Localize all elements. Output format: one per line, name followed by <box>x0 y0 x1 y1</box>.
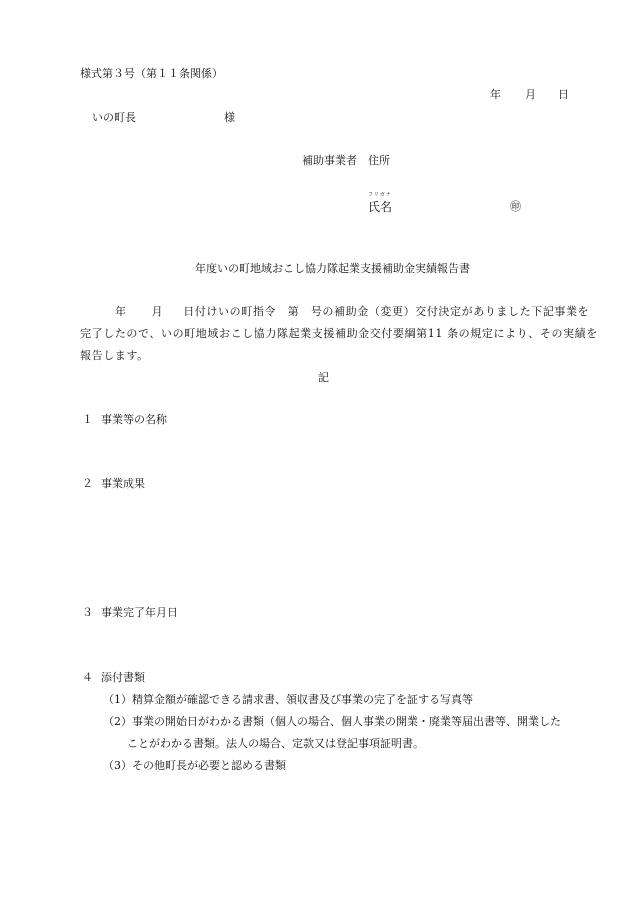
date-month-label: 月 <box>525 88 536 101</box>
applicant-address-label: 住所 <box>368 154 390 167</box>
intro-line-3: 報告します。 <box>80 349 149 362</box>
section-3-label: 事業完了年月日 <box>101 606 178 619</box>
section-4-number: ４ <box>82 671 93 684</box>
name-furigana: フリガナ <box>368 192 392 198</box>
seal-mark: ㊞ <box>510 200 521 213</box>
attachment-3-text: その他町長が必要と認める書類 <box>132 759 286 772</box>
attachment-2-continuation: ことがわかる書類。法人の場合、定款又は登記事項証明書。 <box>127 737 424 750</box>
ki-heading: 記 <box>318 371 329 384</box>
section-1-label: 事業等の名称 <box>101 413 167 426</box>
intro-line1-rest: 日付けいの町指令 第 号の補助金（変更）交付決定がありました下記事業を <box>183 305 590 318</box>
applicant-label: 補助事業者 <box>302 154 357 167</box>
intro-month: 月 <box>151 305 164 318</box>
attachment-2 <box>103 716 561 727</box>
section-2-label: 事業成果 <box>101 477 145 490</box>
form-number: 様式第３号（第１１条関係） <box>80 67 223 80</box>
applicant-name-label: 氏名 <box>368 200 393 214</box>
attachment-2-text: 事業の開始日がわかる書類（個人の場合、個人事業の開業・廃業等届出書等、開業した <box>132 715 561 728</box>
attachment-1 <box>103 694 473 705</box>
section-4-label: 添付書類 <box>101 671 145 684</box>
date-day-label: 日 <box>558 88 569 101</box>
section-2-number: ２ <box>82 477 93 490</box>
addressee-honorific: 様 <box>224 111 235 124</box>
attachment-1-text: 精算金額が確認できる請求書、領収書及び事業の完了を証する写真等 <box>132 693 473 706</box>
intro-line-2: 完了したので、いの町地域おこし協力隊起業支援補助金交付要綱第11 条の規定により、その実績を <box>80 327 598 340</box>
intro-line-1 <box>115 306 589 317</box>
attachment-1-number: （1） <box>103 693 132 706</box>
document-title: 年度いの町地域おこし協力隊起業支援補助金実績報告書 <box>195 262 470 275</box>
attachment-3 <box>103 760 286 771</box>
section-3-number: ３ <box>82 606 93 619</box>
date-year-label: 年 <box>490 88 501 101</box>
intro-year: 年 <box>115 305 127 318</box>
attachment-3-number: （3） <box>103 759 132 772</box>
section-1-number: １ <box>82 413 93 426</box>
attachment-2-number: （2） <box>103 715 132 728</box>
addressee-name: いの町長 <box>92 111 136 124</box>
